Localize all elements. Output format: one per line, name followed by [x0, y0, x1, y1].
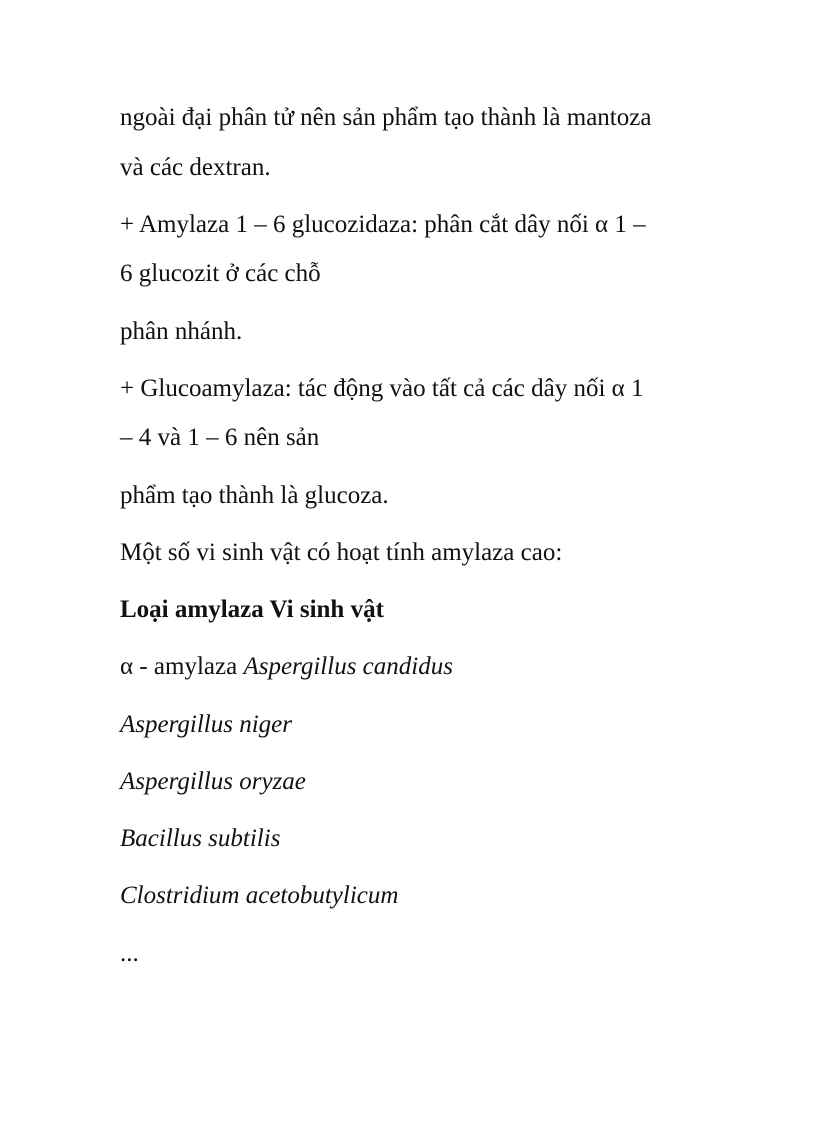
amylaza-type: α - amylaza [120, 653, 244, 680]
table-row-alpha-amylaza [120, 652, 453, 682]
paragraph-line-1: ngoài đại phân tử nên sản phẩm tạo thành là mantoza [120, 104, 652, 131]
paragraph-line-9: Một số vi sinh vật có hoạt tính amylaza cao: [120, 539, 563, 566]
paragraph-line-5: phân nhánh. [120, 318, 243, 345]
paragraph-line-4: 6 glucozit ở các chỗ [120, 260, 321, 287]
paragraph-line-2: và các dextran. [120, 154, 271, 181]
paragraph-line-3: + Amylaza 1 – 6 glucozidaza: phân cắt dây nối α 1 – [120, 211, 646, 238]
paragraph-line-8: phẩm tạo thành là glucoza. [120, 482, 389, 509]
organism-name: Aspergillus candidus [243, 653, 453, 680]
organism-name: Clostridium acetobutylicum [120, 882, 399, 909]
table-header: Loại amylaza Vi sinh vật [120, 596, 384, 623]
ellipsis: ... [120, 940, 139, 967]
organism-name: Aspergillus niger [120, 711, 292, 738]
organism-name: Aspergillus oryzae [120, 768, 306, 795]
organism-name: Bacillus subtilis [120, 825, 281, 852]
paragraph-line-7: – 4 và 1 – 6 nên sản [120, 424, 320, 451]
paragraph-line-6: + Glucoamylaza: tác động vào tất cả các dây nối α 1 [120, 375, 644, 402]
